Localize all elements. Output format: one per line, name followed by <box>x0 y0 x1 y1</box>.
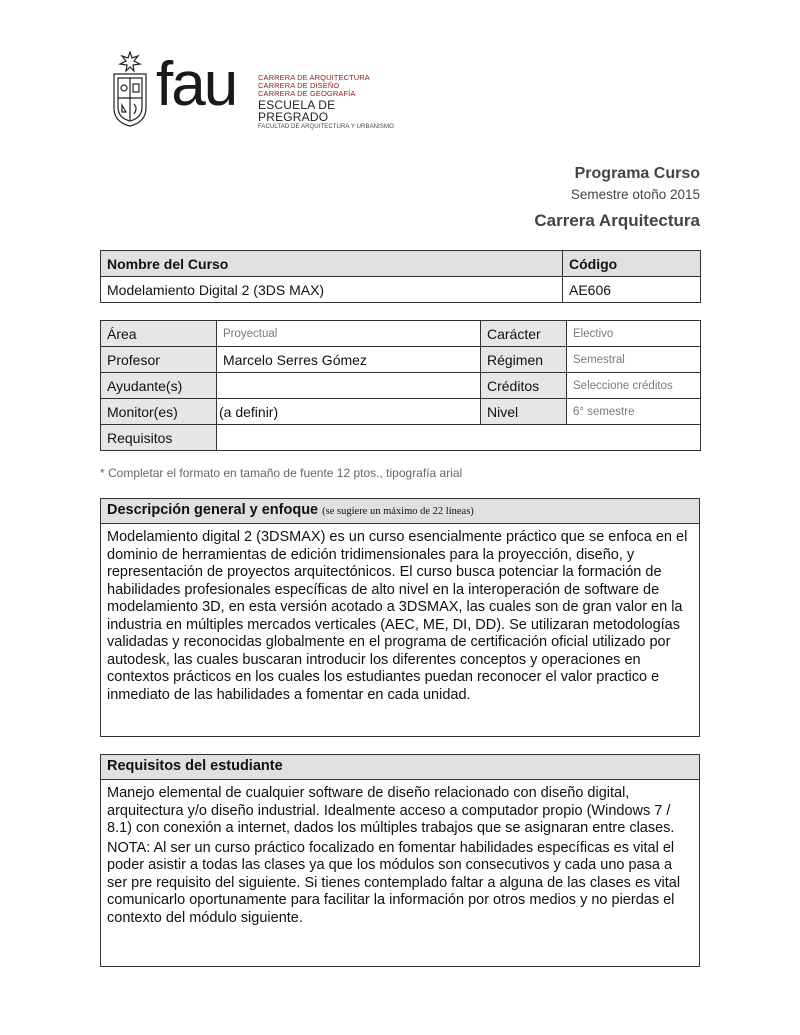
page-title: Programa Curso <box>574 165 700 182</box>
university-crest-icon <box>110 50 150 128</box>
requirements-header <box>101 755 699 780</box>
regimen-value[interactable]: Semestral <box>567 347 701 373</box>
description-text: Modelamiento digital 2 (3DSMAX) es un curso esencialmente práctico que se enfoca en el dominio de herramientas de edición tridimensionales para la proyección, diseño, y representación de proyectos arquitectónicos. El curso busca potenciar la formación de habilidades profesionales específicas de alto nivel en la interoperación de software de modelamiento 3D, en esta versión acotado a 3DSMAX, las cuales son de gran valor en la industria en múltiples mercados verticales (AEC, ME, DI, DD). Se utilizaran metodologías validadas y reconocidas globalmente en el programa de certificación oficial utilizado por autodesk, las cuales buscaran introducir los diferentes conceptos y operaciones en contextos prácticos en los cuales los estudiantes puedan reconocer el valor practico e inmediato de las habilidades a fomentar en cada unidad. <box>107 529 688 703</box>
area-label: Área <box>101 321 217 347</box>
ayudante-value <box>217 373 481 399</box>
requirements-title: Requisitos del estudiante <box>107 758 283 774</box>
course-code-header: Código <box>563 251 701 277</box>
university-logo <box>110 50 400 130</box>
area-value[interactable]: Proyectual <box>217 321 481 347</box>
description-hint: (se sugiere un máximo de 22 líneas) <box>322 506 474 517</box>
requirements-section <box>100 754 700 967</box>
course-table <box>100 250 701 303</box>
requirements-body <box>101 780 699 933</box>
requisitos-value <box>217 425 701 451</box>
course-info-table <box>100 320 701 451</box>
regimen-label: Régimen <box>481 347 567 373</box>
career-title: Carrera Arquitectura <box>534 211 700 230</box>
logo-line: FACULTAD DE ARQUITECTURA Y URBANISMO <box>258 123 394 130</box>
nivel-value[interactable]: 6° semestre <box>567 399 701 425</box>
caracter-value[interactable]: Electivo <box>567 321 701 347</box>
monitor-label: Monitor(es) <box>101 399 217 425</box>
logo-line: CARRERA DE ARQUITECTURA <box>258 73 370 82</box>
description-body <box>101 524 699 710</box>
course-name-value: Modelamiento Digital 2 (3DS MAX) <box>101 277 563 303</box>
profesor-value: Marcelo Serres Gómez <box>217 347 481 373</box>
creditos-label: Créditos <box>481 373 567 399</box>
brand-wordmark: fau <box>156 50 237 119</box>
requisitos-label: Requisitos <box>101 425 217 451</box>
logo-line: ESCUELA DE PREGRADO <box>258 97 336 125</box>
monitor-value: (a definir) <box>217 399 481 425</box>
logo-text-block <box>258 74 400 130</box>
requirements-note: NOTA: Al ser un curso práctico focalizado en fomentar habilidades específicas es vital el poder asistir a todas las clases ya que los módulos son consecutivos y cada uno pasa a ser pre requisito del siguiente. Si tienes contemplado faltar a alguna de las clases es vital comunicarlo oportunamente para facilitar la información por otros medios y no pierdas el contexto del módulo siguiente. <box>107 839 681 926</box>
logo-line: CARRERA DE GEOGRAFÍA <box>258 88 356 98</box>
description-title: Descripción general y enfoque <box>107 502 319 518</box>
nivel-label: Nivel <box>481 399 567 425</box>
caracter-label: Carácter <box>481 321 567 347</box>
description-header <box>101 499 699 524</box>
requirements-paragraph: Manejo elemental de cualquier software de diseño relacionado con diseño digital, arquitectura y/o diseño industrial. Idealmente acceso a computador propio (Windows 7 / 8.1) con conexión a internet, dados los múltiples trabajos que se asignaran entre clases. <box>107 785 675 836</box>
course-code-value: AE606 <box>563 277 701 303</box>
description-section <box>100 498 700 737</box>
format-note: * Completar el formato en tamaño de fuente 12 ptos., tipografía arial <box>100 466 463 480</box>
profesor-label: Profesor <box>101 347 217 373</box>
logo-line: CARRERA DE DISEÑO <box>258 80 340 90</box>
course-name-header: Nombre del Curso <box>101 251 563 277</box>
semester-label: Semestre otoño 2015 <box>570 187 700 202</box>
creditos-value[interactable]: Seleccione créditos <box>567 373 701 399</box>
ayudante-label: Ayudante(s) <box>101 373 217 399</box>
